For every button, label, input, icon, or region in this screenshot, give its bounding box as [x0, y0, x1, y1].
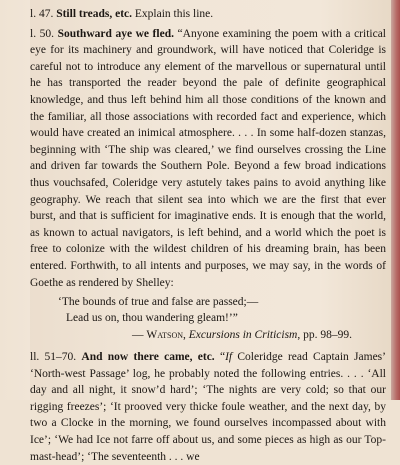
- note-text: Coleridge read Captain James’ ‘North-west Passage’ log, he probably noted the following entries. . . . ‘All day and all night, it snow’d hard’; ‘The nights are very cold; so that our rigging freezes’; ‘It prooved very thicke foule weather, and the next day, by two a Clocke in the morning, we found ourselves incompassed about with Ice’; ‘We had Ice not farre off about us, and some pieces as high as our Top-mast-head’; ‘The seventeenth . . . we: [30, 351, 386, 463]
- note-text: “Anyone examining the poem with a critical eye for its machinery and groundwork, will have noticed that Coleridge is careful not to introduce any element of the marvellous or supernatural until he has transported the reader beyond the pale of definite geographical knowledge, and thus left behind him all those conditions of the known and the familiar, all those associations with recorded fact and experience, which would have created an inimical atmosphere. . . . In some half-dozen stanzas, beginning with ‘The ship was cleared,’ we find ourselves crossing the Line and driven far towards the Southern Pole. Beyond a few broad indications thus vouchsafed, Coleridge very astutely takes pains to avoid anything like geography. We reach that silent sea into which we are the first that ever burst, and that is sufficient for imaginative ends. It is enough that the world, as known to actual navigators, is left behind, and a world which the poet is free to colonize with the wildest children of his dreaming brain, has been entered. Forthwith, to all intents and purposes, we may say, in the words of Goethe as rendered by Shelley:: [30, 27, 386, 289]
- note-text-open: “: [219, 351, 226, 364]
- attr-work: Excursions in Criticism: [188, 328, 298, 341]
- note-ref: ll. 51–70.: [30, 351, 77, 364]
- note-lemma: Southward aye we fled.: [57, 27, 174, 40]
- quote-line: Lead us on, thou wandering gleam!’”: [66, 312, 238, 325]
- notes-text: [30, 6, 386, 465]
- note-lemma: And now there came, etc.: [81, 351, 215, 364]
- book-edge: [391, 0, 400, 400]
- attr-author: Watson: [146, 328, 183, 341]
- quote-attribution: [30, 327, 386, 344]
- note-text: Explain this line.: [134, 8, 214, 20]
- attr-separator: ,: [183, 328, 189, 341]
- note-text-if: If: [225, 351, 233, 364]
- attr-pages: , pp. 98–99.: [297, 328, 352, 341]
- quote-line: ‘The bounds of true and false are passed;—: [58, 296, 259, 309]
- attr-dash: —: [131, 328, 147, 341]
- note-ref: l. 47.: [30, 8, 54, 20]
- goethe-quote: [30, 294, 386, 326]
- note-l51-70: [30, 349, 386, 465]
- note-l47: [30, 6, 386, 23]
- page-margin: [0, 0, 30, 400]
- note-lemma: Still treads, etc.: [56, 8, 133, 20]
- note-ref: l. 50.: [30, 27, 54, 40]
- note-l50: [30, 26, 386, 292]
